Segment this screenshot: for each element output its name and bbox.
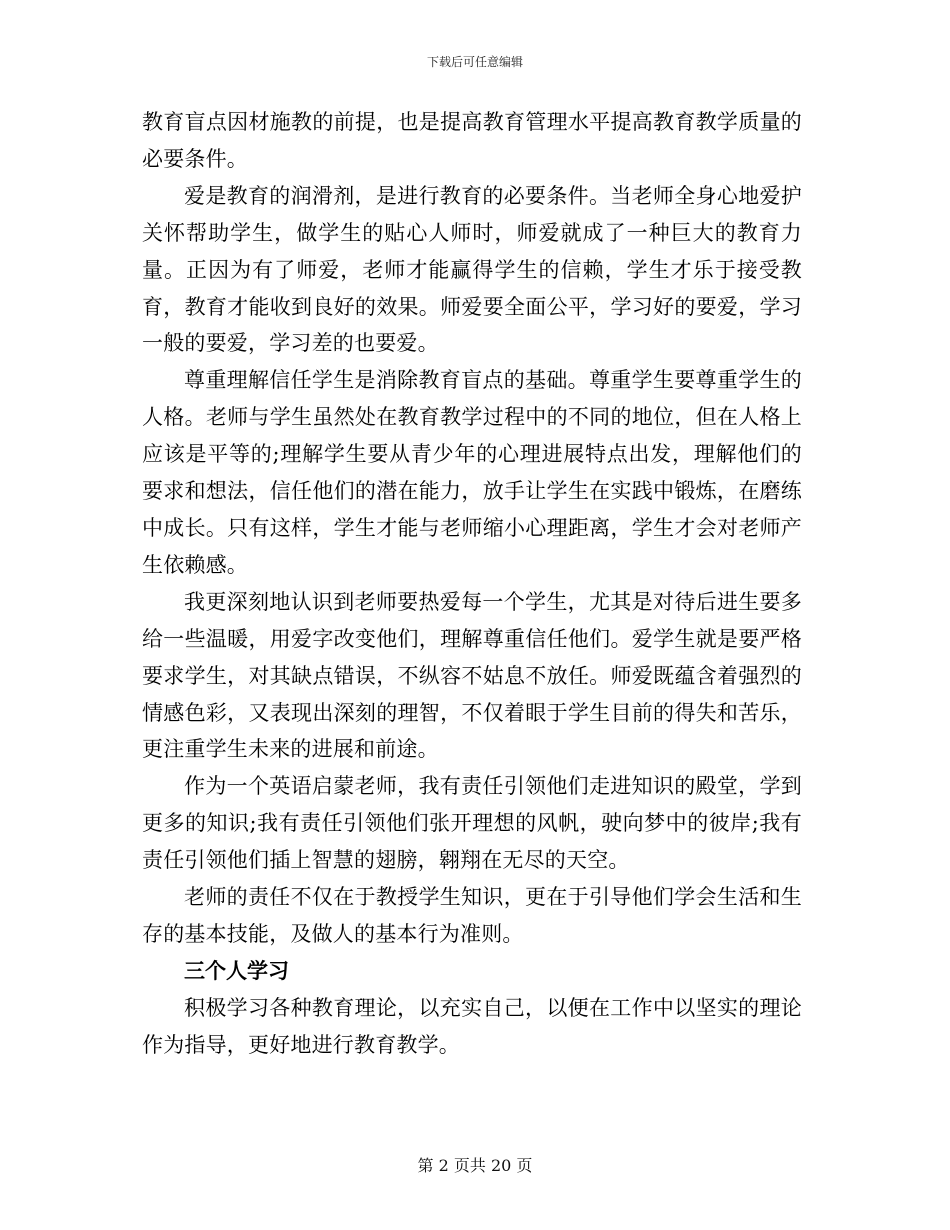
page-header: 下载后可任意编辑 bbox=[426, 55, 523, 69]
paragraph-love-every-student: 我更深刻地认识到老师要热爱每一个学生，尤其是对待后进生要多给一些温暖，用爱字改变他们，理解尊重信任他们。爱学生就是要严格要求学生，对其缺点错误，不纵容不姑息不放任。师爱既蕴含着强烈的情感色彩，又表现出深刻的理智，不仅着眼于学生目前的得失和苦乐，更注重学生未来的进展和前途。 bbox=[142, 589, 802, 762]
paragraph-english-teacher: 作为一个英语启蒙老师，我有责任引领他们走进知识的殿堂，学到更多的知识;我有责任引领他们张开理想的风帆，驶向梦中的彼岸;我有责任引领他们插上智慧的翅膀，翱翔在无尽的天空。 bbox=[142, 774, 802, 873]
page-number: 第 2 页共 20 页 bbox=[417, 1156, 533, 1175]
paragraph-teacher-responsibility: 老师的责任不仅在于教授学生知识，更在于引导他们学会生活和生存的基本技能，及做人的基本行为准则。 bbox=[142, 885, 802, 946]
paragraph-continued: 教育盲点因材施教的前提，也是提高教育管理水平提高教育教学质量的必要条件。 bbox=[142, 110, 802, 171]
paragraph-study-theory: 积极学习各种教育理论，以充实自己，以便在工作中以坚实的理论作为指导，更好地进行教育教学。 bbox=[142, 995, 802, 1057]
section-heading: 三个人学习 bbox=[184, 957, 289, 983]
document-body bbox=[142, 104, 802, 1064]
paragraph-teacher-love: 爱是教育的润滑剂，是进行教育的必要条件。当老师全身心地爱护关怀帮助学生，做学生的贴心人师时，师爱就成了一种巨大的教育力量。正因为有了师爱，老师才能赢得学生的信赖，学生才乐于接受教育，教育才能收到良好的效果。师爱要全面公平，学习好的要爱，学习一般的要爱，学习差的也要爱。 bbox=[142, 183, 802, 356]
paragraph-respect-students: 尊重理解信任学生是消除教育盲点的基础。尊重学生要尊重学生的人格。老师与学生虽然处在教育教学过程中的不同的地位，但在人格上应该是平等的;理解学生要从青少年的心理进展特点出发，理解他们的要求和想法，信任他们的潜在能力，放手让学生在实践中锻炼，在磨练中成长。只有这样，学生才能与老师缩小心理距离，学生才会对老师产生依赖感。 bbox=[142, 368, 802, 577]
